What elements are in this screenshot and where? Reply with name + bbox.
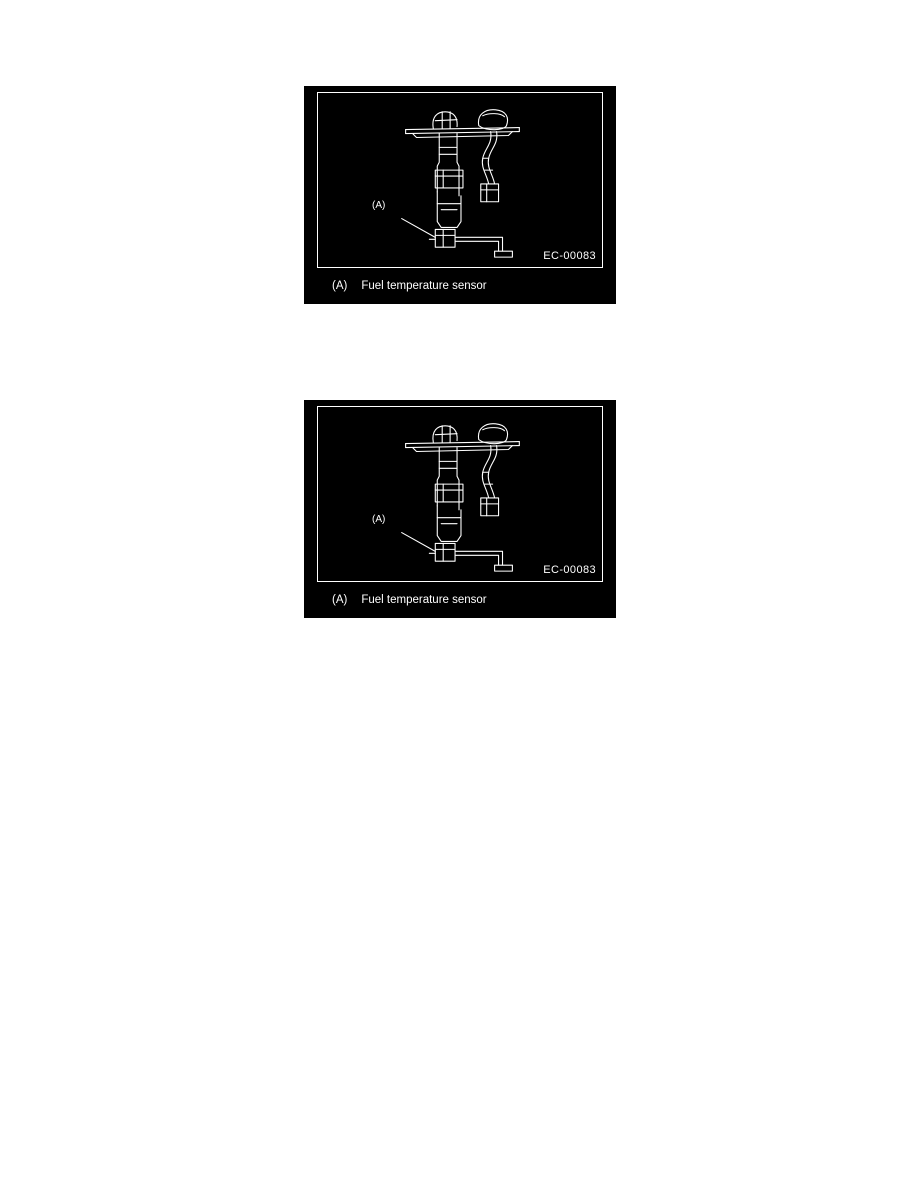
fuel-pump-assembly-illustration-1 [317,92,603,268]
callout-label-a-1: (A) [372,200,386,211]
figure-panel-2 [304,400,616,618]
figure-caption-1 [332,280,487,292]
caption-key-1: (A) [332,280,348,292]
figure-caption-2 [332,594,487,606]
caption-text-1: Fuel temperature sensor [361,280,487,292]
figure-panel-1 [304,86,616,304]
callout-label-a-2: (A) [372,514,386,525]
figure-code-1: EC-00083 [543,250,596,262]
caption-text-2: Fuel temperature sensor [361,594,487,606]
caption-key-2: (A) [332,594,348,606]
fuel-pump-assembly-illustration-2 [317,406,603,582]
figure-code-2: EC-00083 [543,564,596,576]
